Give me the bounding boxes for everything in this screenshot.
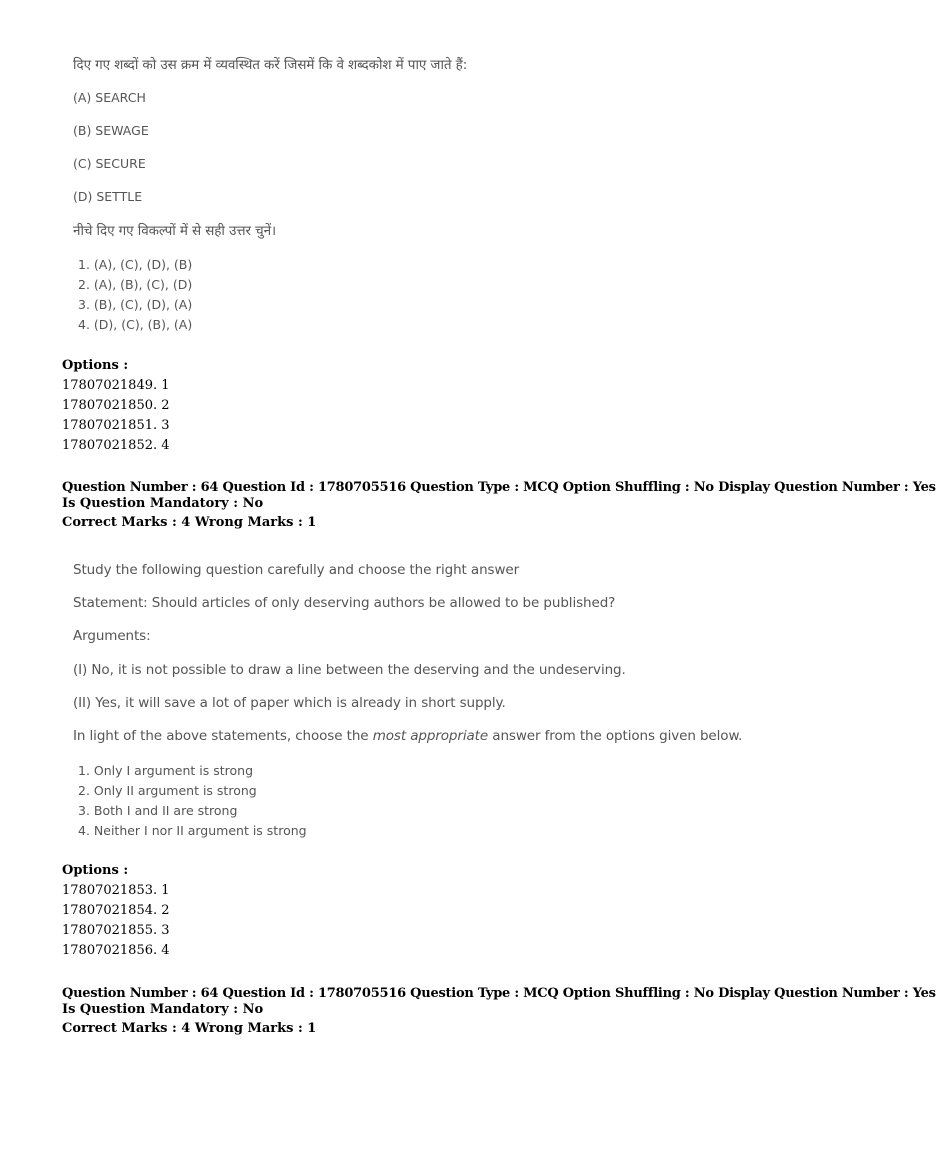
options-list (62, 881, 170, 961)
answer-choice: 4. Neither I nor II argument is strong (78, 823, 307, 838)
mandatory-line: Is Question Mandatory : No (62, 1002, 264, 1017)
option-id: 17807021856. 4 (62, 943, 170, 958)
option-id: 17807021853. 1 (62, 883, 170, 898)
question-stem-hindi: दिए गए शब्दों को उस क्रम में व्यवस्थित करें जिसमें कि वे शब्दकोश में पाए जाते हैं: (73, 57, 468, 73)
option-id: 17807021855. 3 (62, 923, 170, 938)
answer-choice: 1. Only I argument is strong (78, 763, 254, 778)
question-info-line: Question Number : 64 Question Id : 1780705516 Question Type : MCQ Option Shuffling : No Display Question Number : Yes (62, 986, 936, 1001)
question-intro: Study the following question carefully and choose the right answer (73, 562, 520, 578)
option-id: 17807021850. 2 (62, 398, 170, 413)
argument-2: (II) Yes, it will save a lot of paper which is already in short supply. (73, 695, 506, 711)
argument-1: (I) No, it is not possible to draw a line between the deserving and the undeserving. (73, 662, 626, 678)
options-heading: Options : (62, 863, 129, 878)
answer-choice: 2. (A), (B), (C), (D) (78, 277, 193, 292)
answer-choices (78, 255, 192, 335)
arguments-label: Arguments: (73, 628, 151, 644)
question-metadata (62, 480, 936, 531)
question-metadata (62, 986, 936, 1037)
options-list (62, 376, 170, 456)
mandatory-line: Is Question Mandatory : No (62, 496, 264, 511)
answer-choice: 2. Only II argument is strong (78, 783, 257, 798)
question-statement: Statement: Should articles of only deserving authors be allowed to be published? (73, 595, 616, 611)
marks-line: Correct Marks : 4 Wrong Marks : 1 (62, 515, 317, 530)
item-b: (B) SEWAGE (73, 123, 149, 138)
instruction-text: answer from the options given below. (488, 728, 743, 744)
option-id: 17807021852. 4 (62, 438, 170, 453)
options-heading: Options : (62, 358, 129, 373)
question-instruction-hindi: नीचे दिए गए विकल्पों में से सही उत्तर चुनें। (73, 223, 277, 239)
item-a: (A) SEARCH (73, 90, 146, 105)
answer-choice: 3. Both I and II are strong (78, 803, 238, 818)
question-info-line: Question Number : 64 Question Id : 1780705516 Question Type : MCQ Option Shuffling : No Display Question Number : Yes (62, 480, 936, 495)
question-instruction (73, 728, 742, 744)
marks-line: Correct Marks : 4 Wrong Marks : 1 (62, 1021, 317, 1036)
instruction-text: In light of the above statements, choose the (73, 728, 373, 744)
option-id: 17807021849. 1 (62, 378, 170, 393)
option-id: 17807021851. 3 (62, 418, 170, 433)
item-d: (D) SETTLE (73, 189, 143, 204)
answer-choice: 1. (A), (C), (D), (B) (78, 257, 193, 272)
answer-choice: 3. (B), (C), (D), (A) (78, 297, 193, 312)
answer-choices (78, 761, 307, 841)
answer-choice: 4. (D), (C), (B), (A) (78, 317, 193, 332)
instruction-emphasis: most appropriate (372, 728, 489, 744)
option-id: 17807021854. 2 (62, 903, 170, 918)
item-c: (C) SECURE (73, 156, 146, 171)
